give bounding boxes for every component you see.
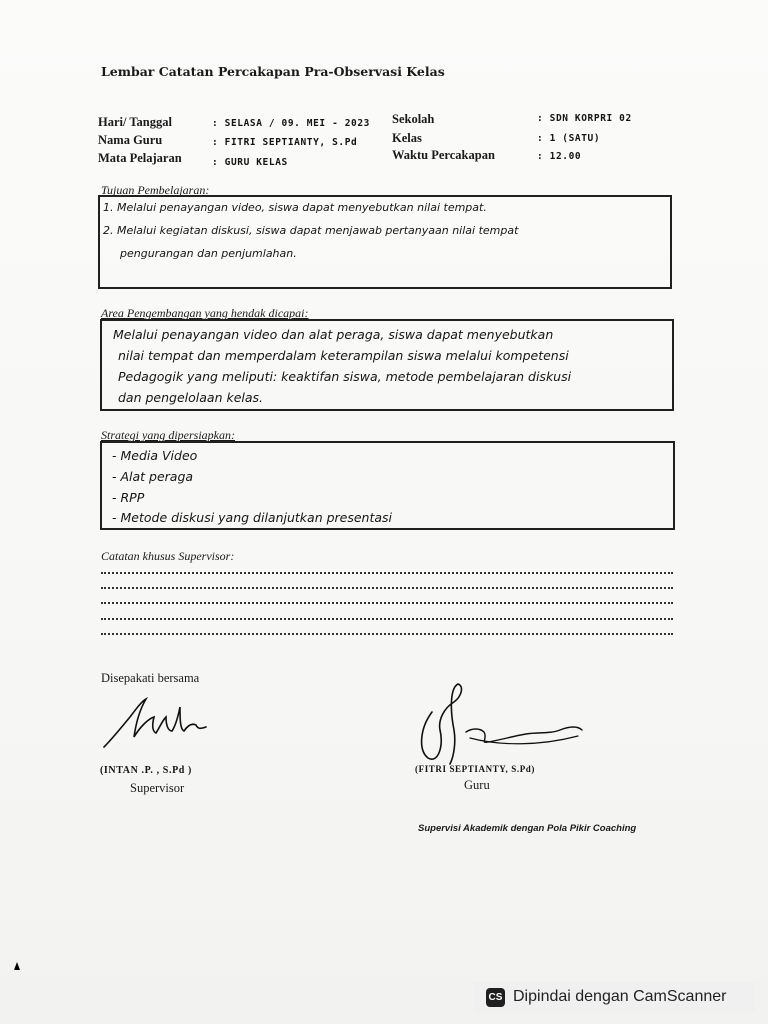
supervisor-signature	[100, 695, 210, 755]
mapel-value: : GURU KELAS	[212, 157, 288, 168]
catatan-dotted-line-4	[101, 618, 673, 620]
guru-value: : FITRI SEPTIANTY, S.Pd	[212, 137, 358, 148]
area-line-1: Melalui penayangan video dan alat peraga, siswa dapat menyebutkan	[113, 327, 554, 342]
camscanner-label: Dipindai dengan CamScanner	[513, 988, 727, 1005]
catatan-label: Catatan khusus Supervisor:	[101, 549, 235, 563]
tujuan-line-3: pengurangan dan penjumlahan.	[120, 247, 297, 260]
supervisor-name: (INTAN .P. , S.Pd )	[100, 765, 192, 776]
supervisor-role: Supervisor	[130, 781, 185, 795]
area-label: Area Pengembangan yang hendak dicapai:	[101, 306, 309, 320]
agreement-label: Disepakati bersama	[101, 671, 200, 685]
sekolah-value: : SDN KORPRI 02	[537, 113, 632, 124]
hari-label: Hari/ Tanggal	[98, 115, 172, 129]
hari-value: : SELASA / 09. MEI - 2023	[212, 118, 370, 129]
tujuan-line-1: 1. Melalui penayangan video, siswa dapat menyebutkan nilai tempat.	[103, 201, 487, 214]
guru-name: (FITRI SEPTIANTY, S.Pd)	[415, 764, 535, 774]
guru-signature	[410, 680, 590, 770]
catatan-dotted-line-3	[101, 602, 673, 604]
tujuan-label: Tujuan Pembelajaran:	[101, 183, 210, 197]
kelas-value: : 1 (SATU)	[537, 133, 601, 144]
catatan-dotted-line-1	[101, 572, 673, 574]
waktu-label: Waktu Percakapan	[392, 148, 495, 162]
guru-role: Guru	[464, 778, 490, 792]
document-title: Lembar Catatan Percakapan Pra-Observasi Kelas	[101, 64, 445, 79]
waktu-value: : 12.00	[537, 151, 582, 162]
sekolah-label: Sekolah	[392, 112, 435, 126]
guru-label: Nama Guru	[98, 133, 163, 147]
footer-note: Supervisi Akademik dengan Pola Pikir Coaching	[418, 823, 637, 834]
mapel-label: Mata Pelajaran	[98, 151, 182, 165]
camscanner-watermark	[474, 982, 755, 1012]
strategi-item-1: - Media Video	[112, 448, 198, 463]
strategi-label: Strategi yang dipersiapkan:	[101, 428, 235, 442]
area-line-3: Pedagogik yang meliputi: keaktifan siswa, metode pembelajaran diskusi	[118, 369, 572, 384]
catatan-dotted-line-5	[101, 633, 673, 635]
scan-corner-mark	[14, 962, 20, 970]
area-line-2: nilai tempat dan memperdalam keterampilan siswa melalui kompetensi	[118, 348, 569, 363]
strategi-item-2: - Alat peraga	[112, 469, 194, 484]
area-line-4: dan pengelolaan kelas.	[118, 390, 264, 405]
camscanner-logo-icon: CS	[486, 988, 505, 1007]
kelas-label: Kelas	[392, 131, 422, 145]
strategi-item-3: - RPP	[112, 490, 145, 505]
catatan-dotted-line-2	[101, 587, 673, 589]
tujuan-line-2: 2. Melalui kegiatan diskusi, siswa dapat menjawab pertanyaan nilai tempat	[103, 224, 519, 237]
strategi-item-4: - Metode diskusi yang dilanjutkan presentasi	[112, 510, 393, 525]
